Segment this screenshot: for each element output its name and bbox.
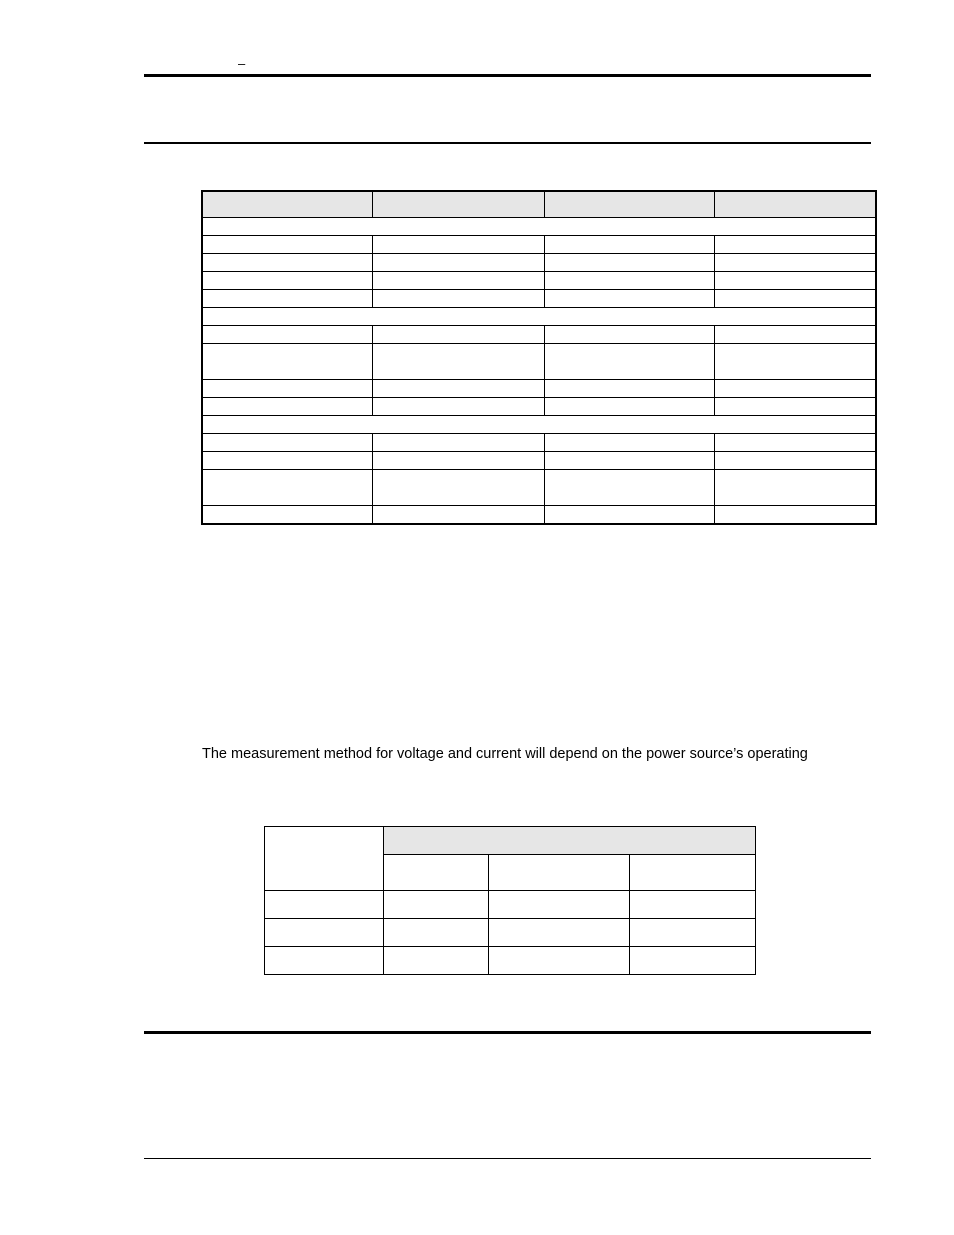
table-header-cell (715, 191, 877, 218)
table-section-row (202, 308, 876, 326)
table-row (202, 272, 876, 290)
table-row (202, 506, 876, 525)
table-header-cell (489, 855, 630, 891)
table-row (202, 380, 876, 398)
table-header-cell (630, 855, 756, 891)
spec-table (201, 190, 877, 525)
footer-rule (144, 1158, 871, 1159)
table-row (202, 398, 876, 416)
table-header-row (202, 191, 876, 218)
table-header-cell (373, 191, 545, 218)
section-rule (144, 142, 871, 144)
table-row (265, 891, 756, 919)
table-section-row (202, 416, 876, 434)
table-header-cell (384, 855, 489, 891)
table-row (202, 434, 876, 452)
table-row (202, 344, 876, 380)
table-row (202, 470, 876, 506)
table-section-row (202, 218, 876, 236)
table-row (202, 290, 876, 308)
table-row (265, 919, 756, 947)
table-header-cell (202, 191, 373, 218)
table-row (202, 236, 876, 254)
table-row (265, 947, 756, 975)
table-header-group-cell (384, 827, 756, 855)
header-dash: – (238, 56, 246, 71)
table-header-row (265, 827, 756, 855)
section-end-rule (144, 1031, 871, 1034)
table-header-cell (265, 827, 384, 891)
table-row (202, 452, 876, 470)
table-header-cell (544, 191, 715, 218)
header-rule (144, 74, 871, 77)
body-paragraph: The measurement method for voltage and current will depend on the power source’s operating (202, 746, 808, 762)
table-row (202, 254, 876, 272)
measurement-method-table (264, 826, 756, 975)
table-row (202, 326, 876, 344)
